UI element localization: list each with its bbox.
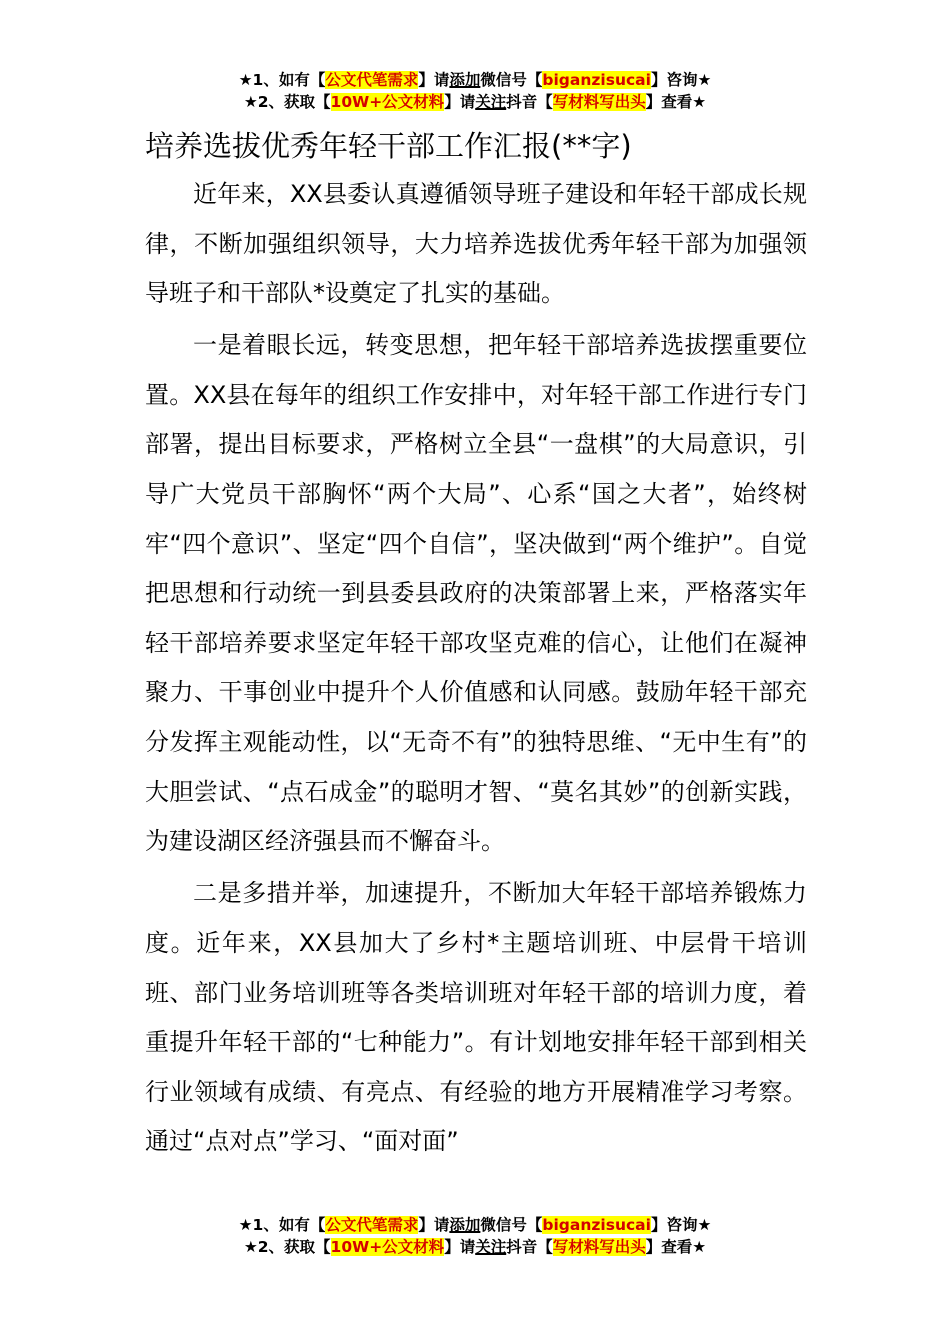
- banner-highlight-materials: 10W+公文材料: [330, 93, 445, 111]
- banner-line-2: [0, 91, 950, 113]
- banner-text: 】请: [444, 1238, 476, 1256]
- banner-line-1: [0, 1214, 950, 1236]
- document-body: [145, 170, 807, 1169]
- banner-text: ★1、如有【: [238, 1216, 326, 1234]
- top-banner: [0, 69, 950, 113]
- banner-text: 抖音【: [506, 93, 553, 111]
- banner-text: 微信号【: [480, 71, 543, 89]
- document-title: 培养选拔优秀年轻干部工作汇报(**字): [145, 129, 632, 163]
- banner-line-1: [0, 69, 950, 91]
- banner-text: 】咨询★: [650, 71, 712, 89]
- banner-text: 抖音【: [506, 1238, 553, 1256]
- banner-text: 】咨询★: [650, 1216, 712, 1234]
- banner-underlined: 关注: [475, 1238, 507, 1256]
- banner-underlined: 关注: [475, 93, 507, 111]
- banner-highlight-service: 公文代笔需求: [325, 1216, 419, 1234]
- banner-underlined: 添加: [449, 71, 481, 89]
- banner-highlight-wechat-id: biganzisucai: [542, 71, 651, 89]
- banner-highlight-douyin: 写材料写出头: [552, 93, 646, 111]
- banner-underlined: 添加: [449, 1216, 481, 1234]
- bottom-banner: [0, 1214, 950, 1258]
- banner-text: 】查看★: [645, 1238, 707, 1256]
- paragraph-point-one: 一是着眼长远，转变思想，把年轻干部培养选拔摆重要位置。XX县在每年的组织工作安排中，对年轻干部工作进行专门部署，提出目标要求，严格树立全县“一盘棋”的大局意识，引导广大党员干部胸怀“两个大局”、心系“国之大者”，始终树牢“四个意识”、坚定“四个自信”，坚决做到“两个维护”。自觉把思想和行动统一到县委县政府的决策部署上来，严格落实年轻干部培养要求坚定年轻干部攻坚克难的信心，让他们在凝神聚力、干事创业中提升个人价值感和认同感。鼓励年轻干部充分发挥主观能动性，以“无奇不有”的独特思维、“无中生有”的大胆尝试、“点石成金”的聪明才智、“莫名其妙”的创新实践，为建设湖区经济强县而不懈奋斗。: [145, 331, 807, 856]
- banner-highlight-materials: 10W+公文材料: [330, 1238, 445, 1256]
- paragraph-intro: 近年来，XX县委认真遵循领导班子建设和年轻干部成长规律，不断加强组织领导，大力培养选拔优秀年轻干部为加强领导班子和干部队*设奠定了扎实的基础。: [145, 180, 807, 308]
- banner-highlight-wechat-id: biganzisucai: [542, 1216, 651, 1234]
- banner-line-2: [0, 1236, 950, 1258]
- paragraph-point-two: 二是多措并举，加速提升，不断加大年轻干部培养锻炼力度。近年来，XX县加大了乡村*主题培训班、中层骨干培训班、部门业务培训班等各类培训班对年轻干部的培训力度，着重提升年轻干部的“七种能力”。有计划地安排年轻干部到相关行业领域有成绩、有亮点、有经验的地方开展精准学习考察。通过“点对点”学习、“面对面”: [145, 879, 807, 1156]
- banner-text: 】请: [444, 93, 476, 111]
- banner-text: ★2、获取【: [243, 93, 331, 111]
- banner-text: 】请: [418, 71, 450, 89]
- banner-text: ★2、获取【: [243, 1238, 331, 1256]
- banner-highlight-douyin: 写材料写出头: [552, 1238, 646, 1256]
- banner-text: 】查看★: [645, 93, 707, 111]
- banner-highlight-service: 公文代笔需求: [325, 71, 419, 89]
- banner-text: ★1、如有【: [238, 71, 326, 89]
- banner-text: 微信号【: [480, 1216, 543, 1234]
- banner-text: 】请: [418, 1216, 450, 1234]
